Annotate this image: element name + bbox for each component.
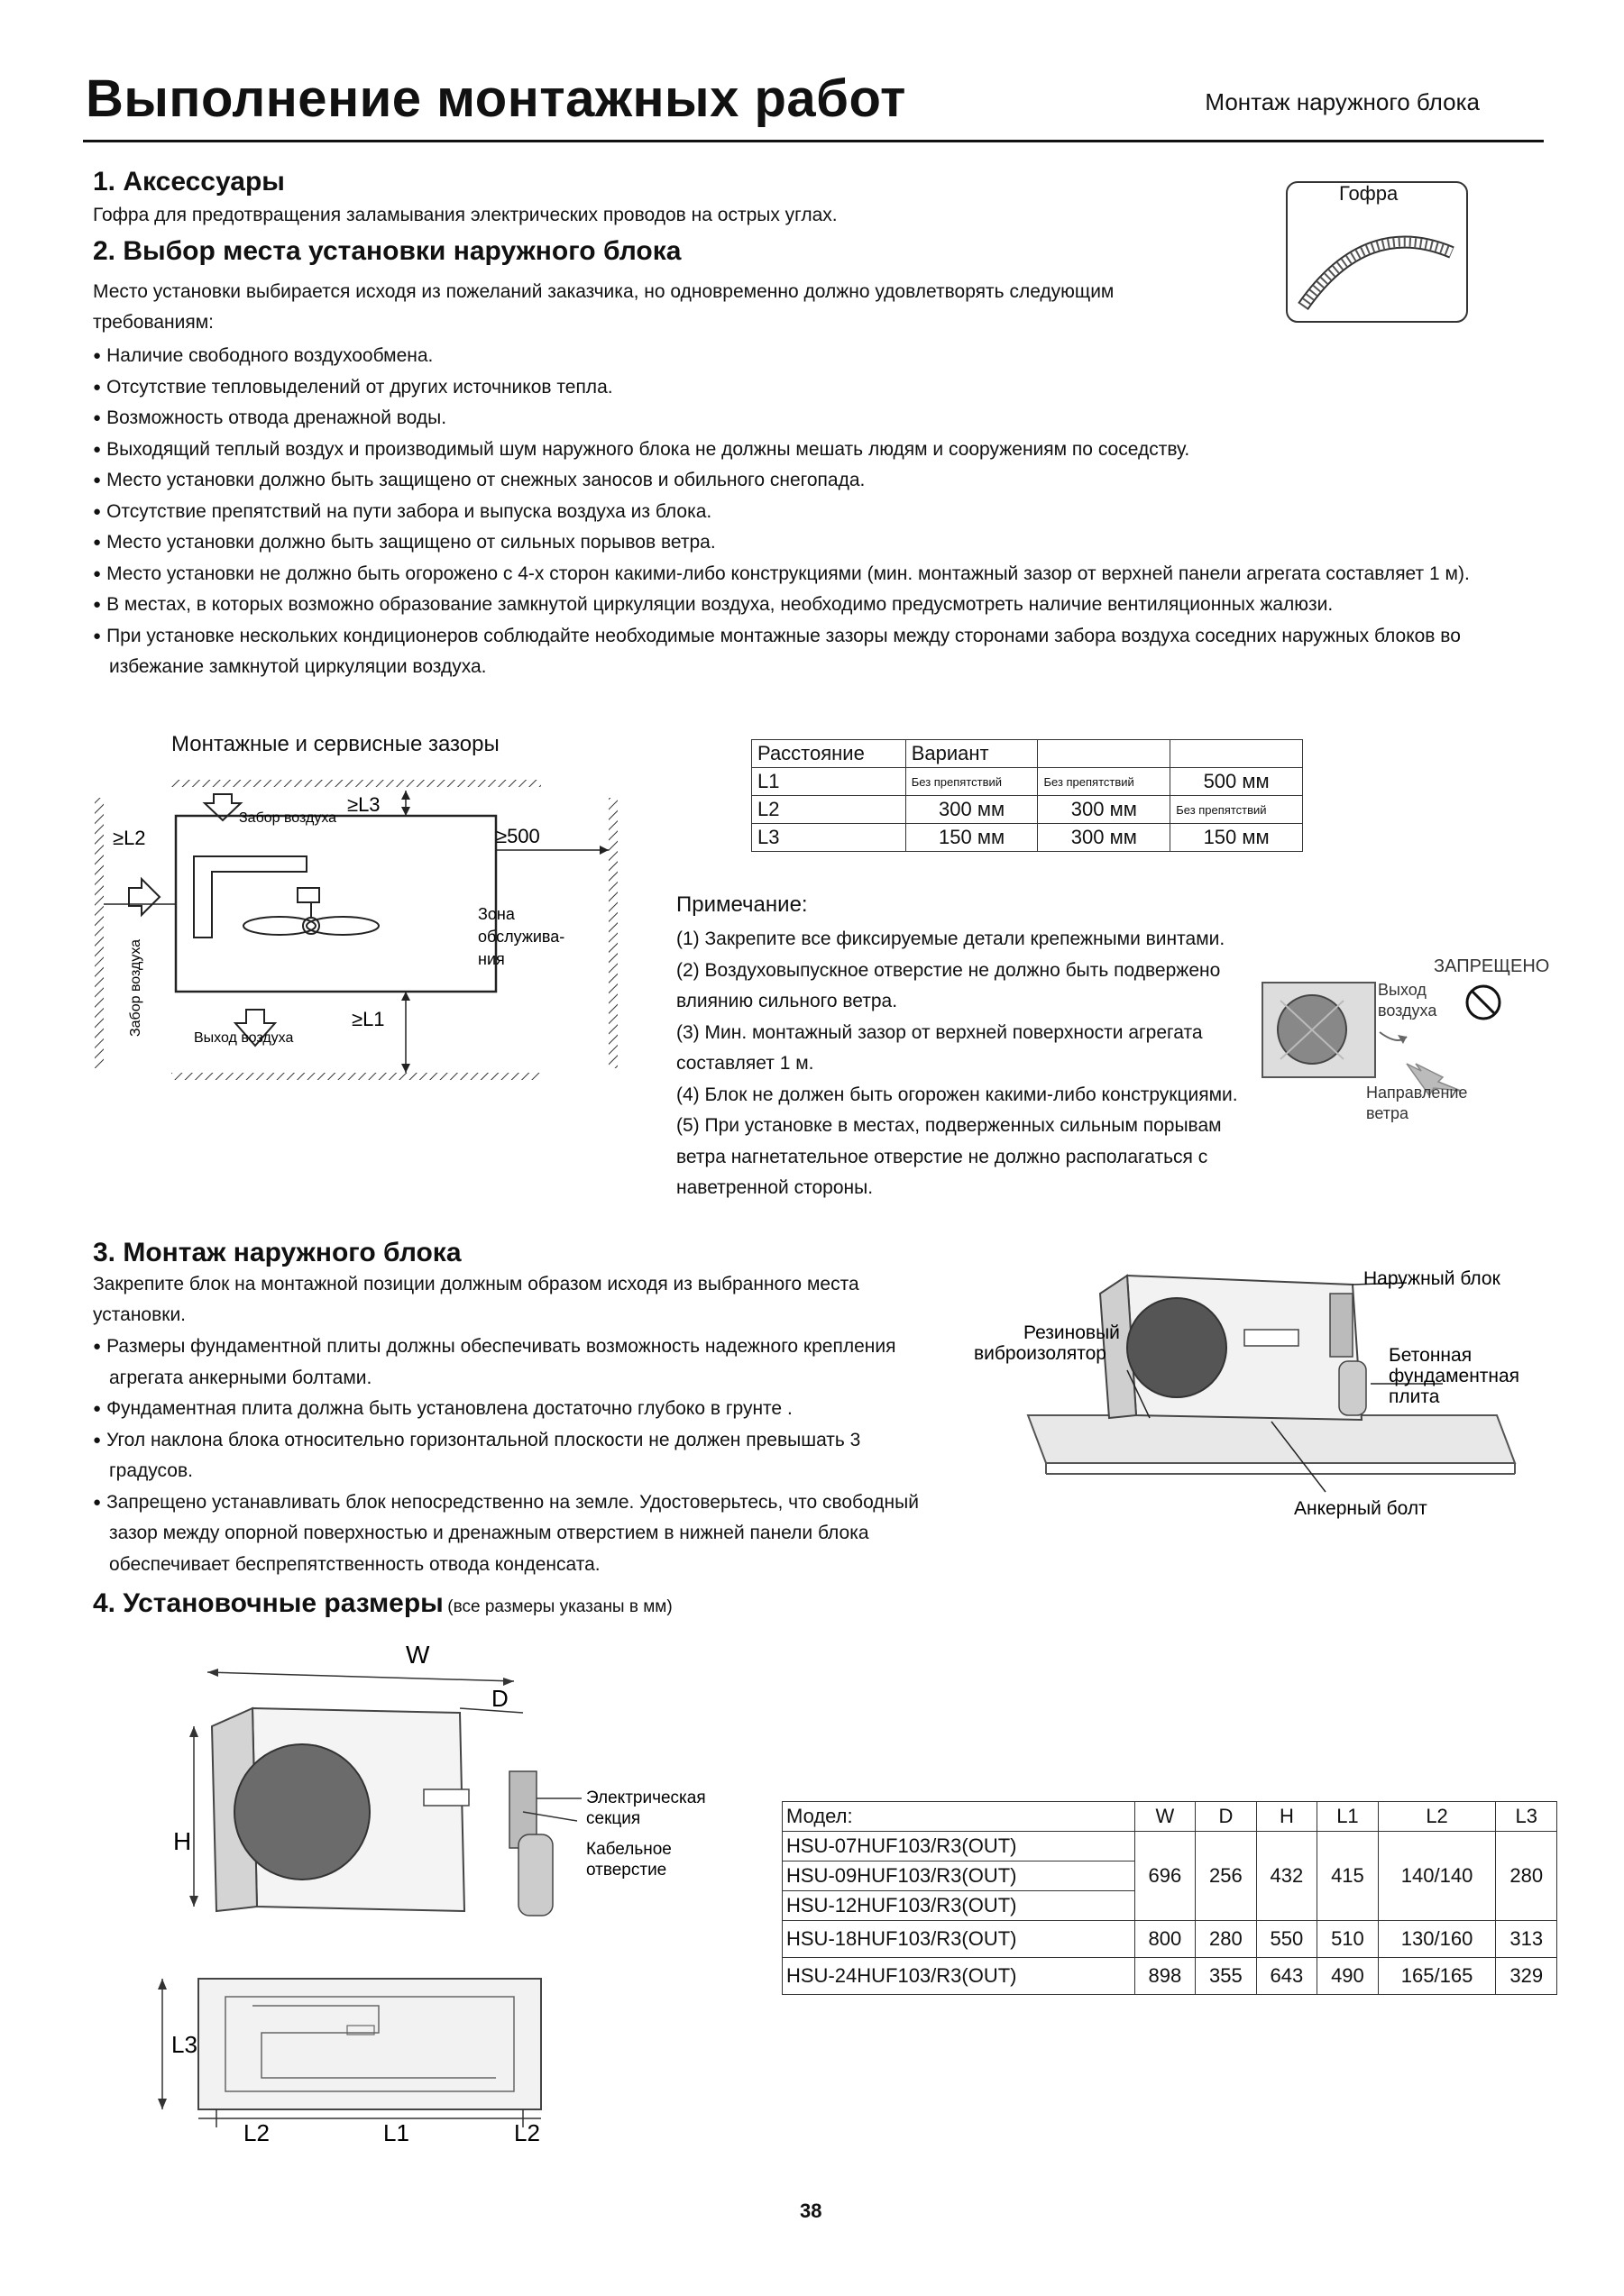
clearance-diagram-title: Монтажные и сервисные зазоры [171,732,500,756]
foundation-figure [974,1258,1551,1528]
header-rule [83,140,1544,142]
page-title: Выполнение монтажных работ [86,69,906,128]
list-item: ● Отсутствие препятствий на пути забора и выпуска воздуха из блока. [93,497,1545,528]
dimensions-figure [153,1636,739,2141]
list-item: ● Запрещено устанавливать блок непосредственно на земле. Удостоверьтесь, что свободный зазор между опорной поверхностью и дренажным отверстием в нижней панели блока обеспечивает беспрепятственность отвода конденсата. [93,1487,931,1581]
section-name: Монтаж наружного блока [1205,88,1480,115]
notes-list [676,924,1271,1204]
table-header: Расстояние [752,740,906,768]
table-header: L1 [1317,1802,1379,1832]
s2-heading: 2. Выбор места установки наружного блока [93,236,682,266]
clearance-diagram [86,771,627,1095]
list-item: (2) Воздуховыпускное отверстие не должно быть подвержено влиянию сильного ветра. [676,959,1221,1011]
l2-right-dim-label: L2 [514,2119,540,2141]
slab-label-3: плита [1389,1386,1440,1407]
list-item: ● Возможность отвода дренажной воды. [93,403,1545,435]
s4-heading-note: (все размеры указаны в мм) [447,1597,673,1616]
corrugated-tube-box [1285,180,1470,325]
list-item: ● Место установки должно быть защищено от сильных порывов ветра. [93,527,1545,559]
table-header: W [1134,1802,1196,1832]
s3-intro: Закрепите блок на монтажной позиции должным образом исходя из выбранного места установки. [93,1274,859,1325]
d500-label: ≥500 [496,825,540,847]
intake-side-label: Забор воздуха [128,938,143,1037]
list-item: (3) Мин. монтажный зазор от верхней поверхности агрегата составляет 1 м. [676,1021,1203,1074]
l1-label: ≥L1 [352,1008,385,1030]
s3-requirements-list [93,1331,931,1580]
rubber-isolator-label-2: виброизолятор [974,1343,1106,1364]
list-item: ● Наличие свободного воздухообмена. [93,341,1545,372]
l3-dim-label: L3 [171,2031,197,2058]
anchor-bolt-label: Анкерный болт [1294,1498,1427,1519]
table-header: L3 [1496,1802,1557,1832]
table-row: L2 300 мм 300 мм Без препятствий [752,796,1303,824]
wind-figure [1253,947,1560,1136]
s4-heading-wrap [93,1588,673,1619]
d-label: D [491,1685,509,1712]
list-item: ● Отсутствие тепловыделений от других источников тепла. [93,372,1545,404]
table-row: HSU-07HUF103/R3(OUT) 696 256 432 415 140/140 280 [783,1832,1557,1861]
table-row: HSU-09HUF103/R3(OUT) [783,1861,1557,1891]
list-item: ● Фундаментная плита должна быть установлена достаточно глубоко в грунте . [93,1394,931,1425]
table-row: HSU-12HUF103/R3(OUT) [783,1891,1557,1921]
page-number: 38 [800,2200,822,2222]
dimensions-table [782,1801,1557,1995]
l1-dim-label: L1 [383,2119,409,2141]
list-item: (1) Закрепите все фиксируемые детали крепежными винтами. [676,928,1225,949]
list-item: (4) Блок не должен быть огорожен какими-либо конструкциями. [676,1084,1238,1105]
w-label: W [406,1641,430,1669]
table-header: D [1196,1802,1257,1832]
intake-top-label: Забор воздуха [239,810,337,826]
table-row: L3 150 мм 300 мм 150 мм [752,824,1303,852]
s2-requirements-list [93,341,1545,683]
list-item: ● Выходящий теплый воздух и производимый шум наружного блока не должны мешать людям и сооружениям по соседству. [93,435,1545,466]
s1-heading: 1. Аксессуары [93,167,285,197]
service-zone-label-2: обслужива- [478,928,565,946]
table-row: HSU-24HUF103/R3(OUT) 898 355 643 490 165/165 329 [783,1958,1557,1995]
outdoor-unit-label: Наружный блок [1363,1268,1500,1289]
table-row: HSU-18HUF103/R3(OUT) 800 280 550 510 130/160 313 [783,1921,1557,1958]
table-header: H [1256,1802,1317,1832]
cable-hole-label-2: отверстие [586,1861,667,1880]
wind-direction-label-2: ветра [1366,1104,1409,1122]
outlet-label: Выход воздуха [194,1030,294,1046]
list-item: ● Размеры фундаментной плиты должны обеспечивать возможность надежного крепления агрегата анкерными болтами. [93,1331,931,1394]
cable-hole-label-1: Кабельное [586,1840,672,1859]
l3-label: ≥L3 [347,793,381,816]
forbidden-label: ЗАПРЕЩЕНО [1434,956,1550,976]
table-row: L1 Без препятствий Без препятствий 500 мм [752,768,1303,796]
h-label: H [173,1827,192,1855]
table-header: Модел: [783,1802,1135,1832]
l2-label: ≥L2 [113,827,146,849]
wind-outlet-label-1: Выход [1378,981,1427,999]
note-title: Примечание: [676,892,808,917]
clearance-table [751,739,1303,852]
s4-heading: 4. Установочные размеры [93,1588,444,1618]
service-zone-label-3: ния [478,950,505,968]
slab-label-2: фундаментная [1389,1366,1520,1386]
wind-direction-label-1: Направление [1366,1084,1468,1102]
s3-heading: 3. Монтаж наружного блока [93,1238,462,1267]
electrical-section-label-2: секция [586,1809,641,1828]
service-zone-label-1: Зона [478,905,515,923]
list-item: ● При установке нескольких кондиционеров соблюдайте необходимые монтажные зазоры между сторонами забора воздуха соседних наружных блоков во избежание замкнутой циркуляции воздуха. [93,621,1545,683]
rubber-isolator-label-1: Резиновый [1023,1322,1120,1343]
list-item: ● Место установки должно быть защищено от снежных заносов и обильного снегопада. [93,465,1545,497]
list-item: ● Угол наклона блока относительно горизонтальной плоскости не должен превышать 3 градусов. [93,1425,931,1487]
list-item: ● В местах, в которых возможно образование замкнутой циркуляции воздуха, необходимо предусмотреть наличие вентиляционных жалюзи. [93,590,1545,621]
table-header: Вариант [905,740,1038,768]
list-item: ● Место установки не должно быть огорожено с 4-х сторон какими-либо конструкциями (мин. монтажный зазор от верхней панели агрегата составляет 1 м). [93,559,1545,590]
table-header: L2 [1378,1802,1496,1832]
wind-outlet-label-2: воздуха [1378,1002,1437,1020]
electrical-section-label-1: Электрическая [586,1788,706,1807]
l2-left-dim-label: L2 [243,2119,270,2141]
corrugated-tube-label: Гофра [1339,182,1399,205]
slab-label-1: Бетонная [1389,1345,1473,1366]
list-item: (5) При установке в местах, подверженных сильным порывам ветра нагнетательное отверстие не должно располагаться с наветренной стороны. [676,1115,1222,1198]
s2-intro: Место установки выбирается исходя из пожеланий заказчика, но одновременно должно удовлетворять следующим требованиям: [93,281,1115,333]
s1-text: Гофра для предотвращения заламывания электрических проводов на острых углах. [93,205,838,225]
